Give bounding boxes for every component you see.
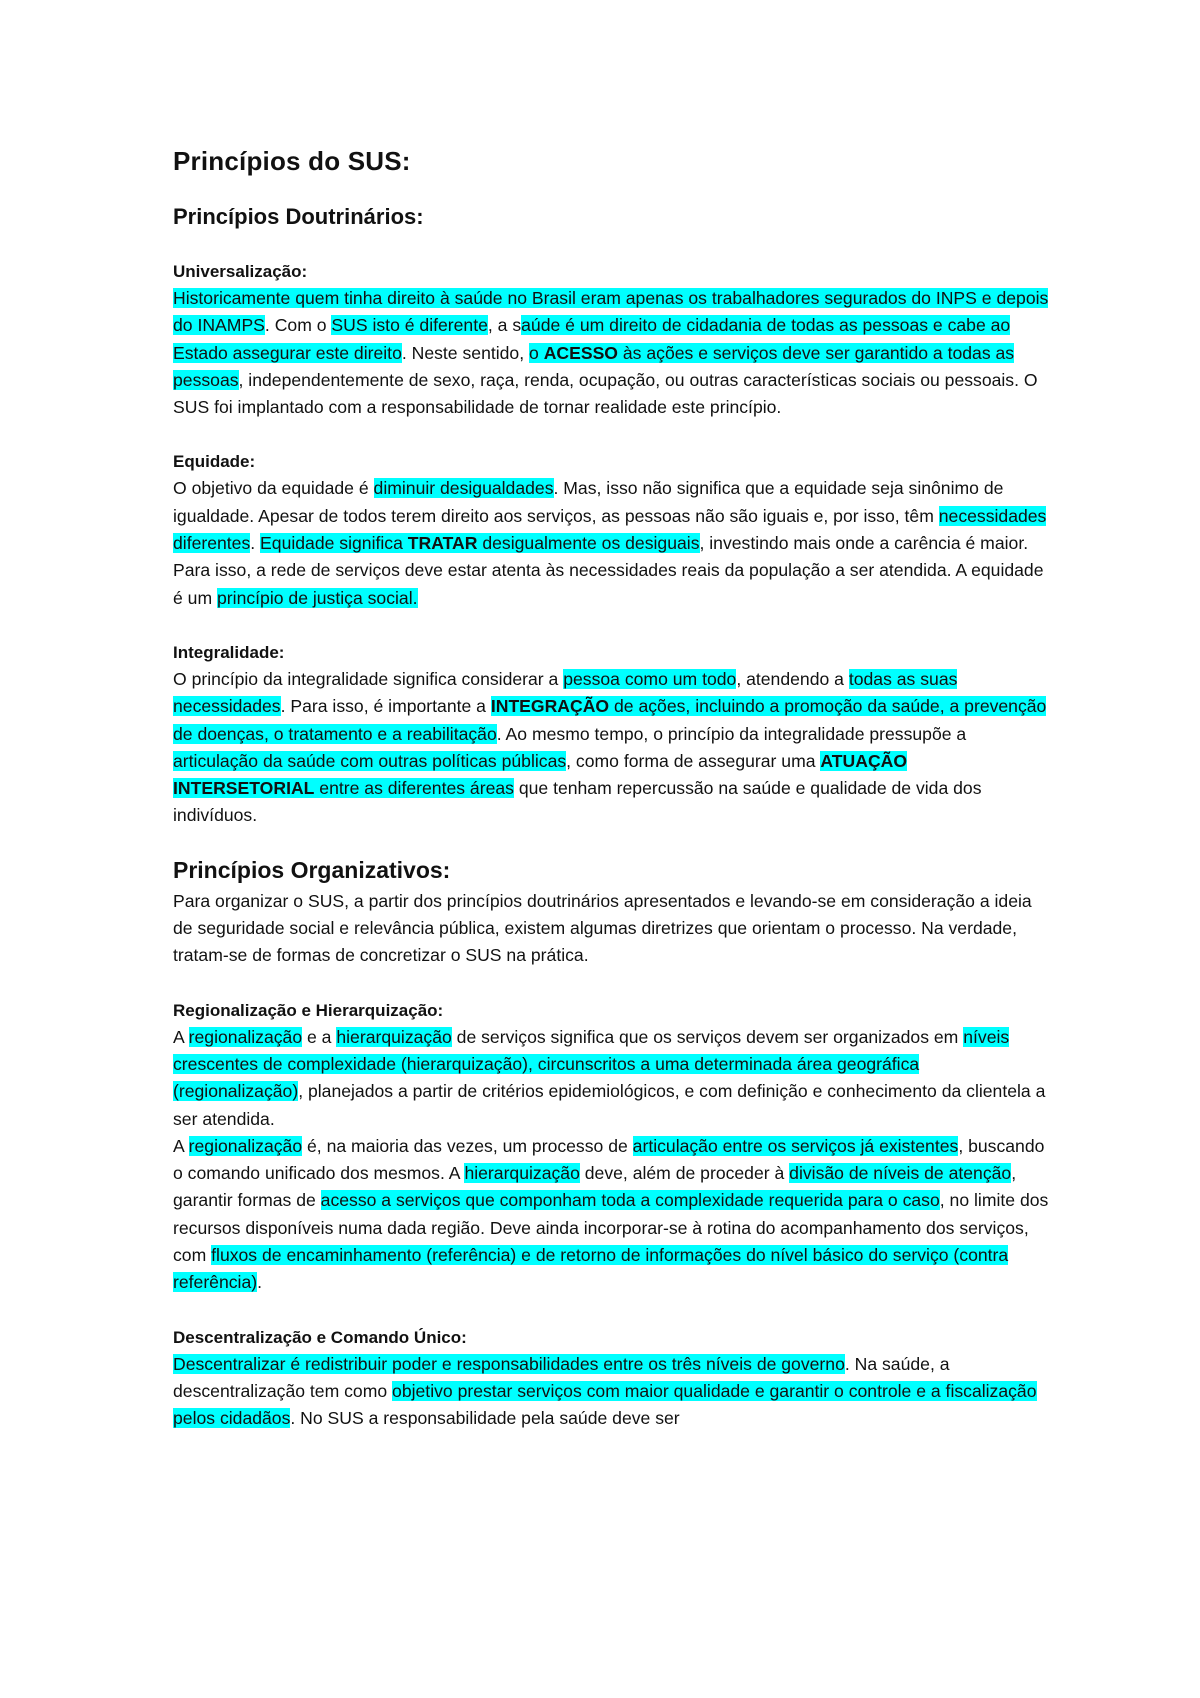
- highlighted-text: necessidades diferentes: [173, 505, 1047, 554]
- text-run: . No SUS a responsabilidade pela saúde deve ser: [290, 1408, 680, 1429]
- page-title: Princípios do SUS:: [173, 146, 411, 176]
- highlighted-text: o: [529, 342, 544, 363]
- text-run: , garantir formas de: [173, 1163, 1017, 1211]
- text-run: . Na saúde, a descentralização tem como: [173, 1353, 950, 1401]
- highlighted-text: entre as diferentes áreas: [314, 778, 514, 799]
- section-paragraph-equidade: [173, 475, 1050, 611]
- text-run: Para organizar o SUS, a partir dos princípios doutrinários apresentados e levando-se em consideração a ideia de seguridade social e relevância pública, existem algumas diretrizes que orientam o processo. Na verdade, tratam-se de formas de concretizar o SUS na prática.: [173, 890, 1032, 966]
- section-paragraph-integralidade: [173, 666, 1050, 830]
- doutrinarios-heading: Princípios Doutrinários:: [173, 204, 424, 229]
- highlighted-text: articulação da saúde com outras políticas públicas: [173, 750, 567, 771]
- highlighted-text: aúde é um direito de cidadania de todas as pessoas e cabe ao Estado assegurar este direito: [173, 315, 1011, 363]
- section-title-descentralizacao: Descentralização e Comando Único:: [173, 1327, 467, 1347]
- text-run: . Com o: [264, 315, 332, 336]
- text-run: , buscando o comando unificado dos mesmos. A: [173, 1135, 1045, 1184]
- highlighted-text: desigualmente os desiguais: [477, 533, 700, 554]
- highlighted-text: regionalização: [188, 1135, 303, 1156]
- organizativos-sections: [173, 997, 1050, 1433]
- text-run: . Ao mesmo tempo, o princípio da integralidade pressupõe a: [496, 723, 967, 744]
- highlighted-text: regionalização: [188, 1026, 303, 1047]
- section-paragraph-universalizacao: [173, 285, 1050, 421]
- text-run: , planejados a partir de critérios epidemiológicos, e com definição e conhecimento da clientela a ser atendida.: [173, 1081, 1046, 1129]
- organizativos-heading: Princípios Organizativos:: [173, 856, 451, 883]
- text-run: de serviços significa que os serviços devem ser organizados em: [451, 1026, 964, 1047]
- highlighted-text: ATUAÇÃO INTERSETORIAL: [173, 750, 908, 799]
- highlighted-text: todas as suas necessidades: [173, 668, 958, 717]
- section-paragraph-regionalizacao: [173, 1133, 1050, 1297]
- text-run: , como forma de assegurar uma: [566, 750, 821, 771]
- highlighted-text: diminuir desigualdades: [373, 478, 554, 499]
- highlighted-text: hierarquização: [464, 1163, 580, 1184]
- highlighted-text: TRATAR: [407, 533, 478, 554]
- highlighted-text: princípio de justiça social.: [217, 587, 418, 608]
- organizativos-intro: [173, 888, 1050, 970]
- text-run: deve, além de proceder à: [579, 1163, 790, 1184]
- highlighted-text: acesso a serviços que componham toda a complexidade requerida para o caso: [320, 1190, 940, 1211]
- highlighted-text: SUS isto é diferente: [331, 315, 488, 336]
- text-run: . Para isso, é importante a: [280, 696, 491, 717]
- highlighted-text: articulação entre os serviços já existentes: [632, 1135, 959, 1156]
- text-run: é, na maioria das vezes, um processo de: [302, 1135, 633, 1156]
- text-run: . Mas, isso não significa que a equidade seja sinônimo de igualdade. Apesar de todos terem direito aos serviços, as pessoas não são iguais e, por isso, têm: [173, 478, 1004, 526]
- text-run: que tenham repercussão na saúde e qualidade de vida dos indivíduos.: [173, 778, 982, 826]
- highlighted-text: ACESSO: [543, 342, 618, 363]
- text-run: e a: [302, 1026, 337, 1047]
- text-run: .: [250, 533, 261, 554]
- section-paragraph-descentralizacao: [173, 1351, 1050, 1433]
- doutrinarios-sections: [173, 258, 1050, 830]
- highlighted-text: fluxos de encaminhamento (referência) e de retorno de informações do nível básico do serviço (contra referência): [173, 1245, 1009, 1293]
- highlighted-text: de ações, incluindo a promoção da saúde, a prevenção de doenças, o tratamento e a reabilitação: [173, 696, 1047, 744]
- highlighted-text: Historicamente quem tinha direito à saúde no Brasil eram apenas os trabalhadores segurados do INPS e depois do INAMPS: [173, 288, 1049, 336]
- highlighted-text: pessoa como um todo: [563, 668, 737, 689]
- text-run: , a s: [487, 315, 522, 336]
- highlighted-text: às ações e serviços deve ser garantido a todas as pessoas: [173, 342, 1015, 390]
- highlighted-text: Equidade significa: [260, 533, 408, 554]
- text-run: , independentemente de sexo, raça, renda, ocupação, ou outras características sociais ou pessoais. O SUS foi implantado com a responsabilidade de tornar realidade este princípio.: [173, 369, 1038, 418]
- highlighted-text: INTEGRAÇÃO: [490, 696, 610, 717]
- text-run: .: [257, 1272, 262, 1293]
- highlighted-text: níveis crescentes de complexidade (hierarquização), circunscritos a uma determinada área geográfica (regionalização): [173, 1026, 1010, 1102]
- section-paragraph-regionalizacao: [173, 1024, 1050, 1133]
- section-title-equidade: Equidade:: [173, 452, 256, 472]
- text-run: O princípio da integralidade significa considerar a: [173, 668, 564, 689]
- section-title-regionalizacao: Regionalização e Hierarquização:: [173, 1000, 444, 1020]
- text-run: O objetivo da equidade é: [173, 478, 374, 499]
- section-title-universalizacao: Universalização:: [173, 262, 308, 281]
- text-run: A: [173, 1135, 189, 1156]
- text-run: , no limite dos recursos disponíveis numa dada região. Deve ainda incorporar-se à rotina do acompanhamento dos serviços, com: [173, 1190, 1049, 1266]
- text-run: A: [173, 1026, 189, 1047]
- highlighted-text: hierarquização: [336, 1026, 452, 1047]
- highlighted-text: objetivo prestar serviços com maior qualidade e garantir o controle e a fiscalização pelos cidadãos: [173, 1380, 1037, 1429]
- text-run: , atendendo a: [736, 668, 849, 689]
- highlighted-text: Descentralizar é redistribuir poder e responsabilidades entre os três níveis de governo: [173, 1353, 845, 1374]
- text-run: . Neste sentido,: [401, 342, 529, 363]
- text-run: , investindo mais onde a carência é maior. Para isso, a rede de serviços deve estar atenta às necessidades reais da população a ser atendida. A equidade é um: [173, 533, 1044, 608]
- section-title-integralidade: Integralidade:: [173, 642, 285, 662]
- highlighted-text: divisão de níveis de atenção: [789, 1163, 1012, 1184]
